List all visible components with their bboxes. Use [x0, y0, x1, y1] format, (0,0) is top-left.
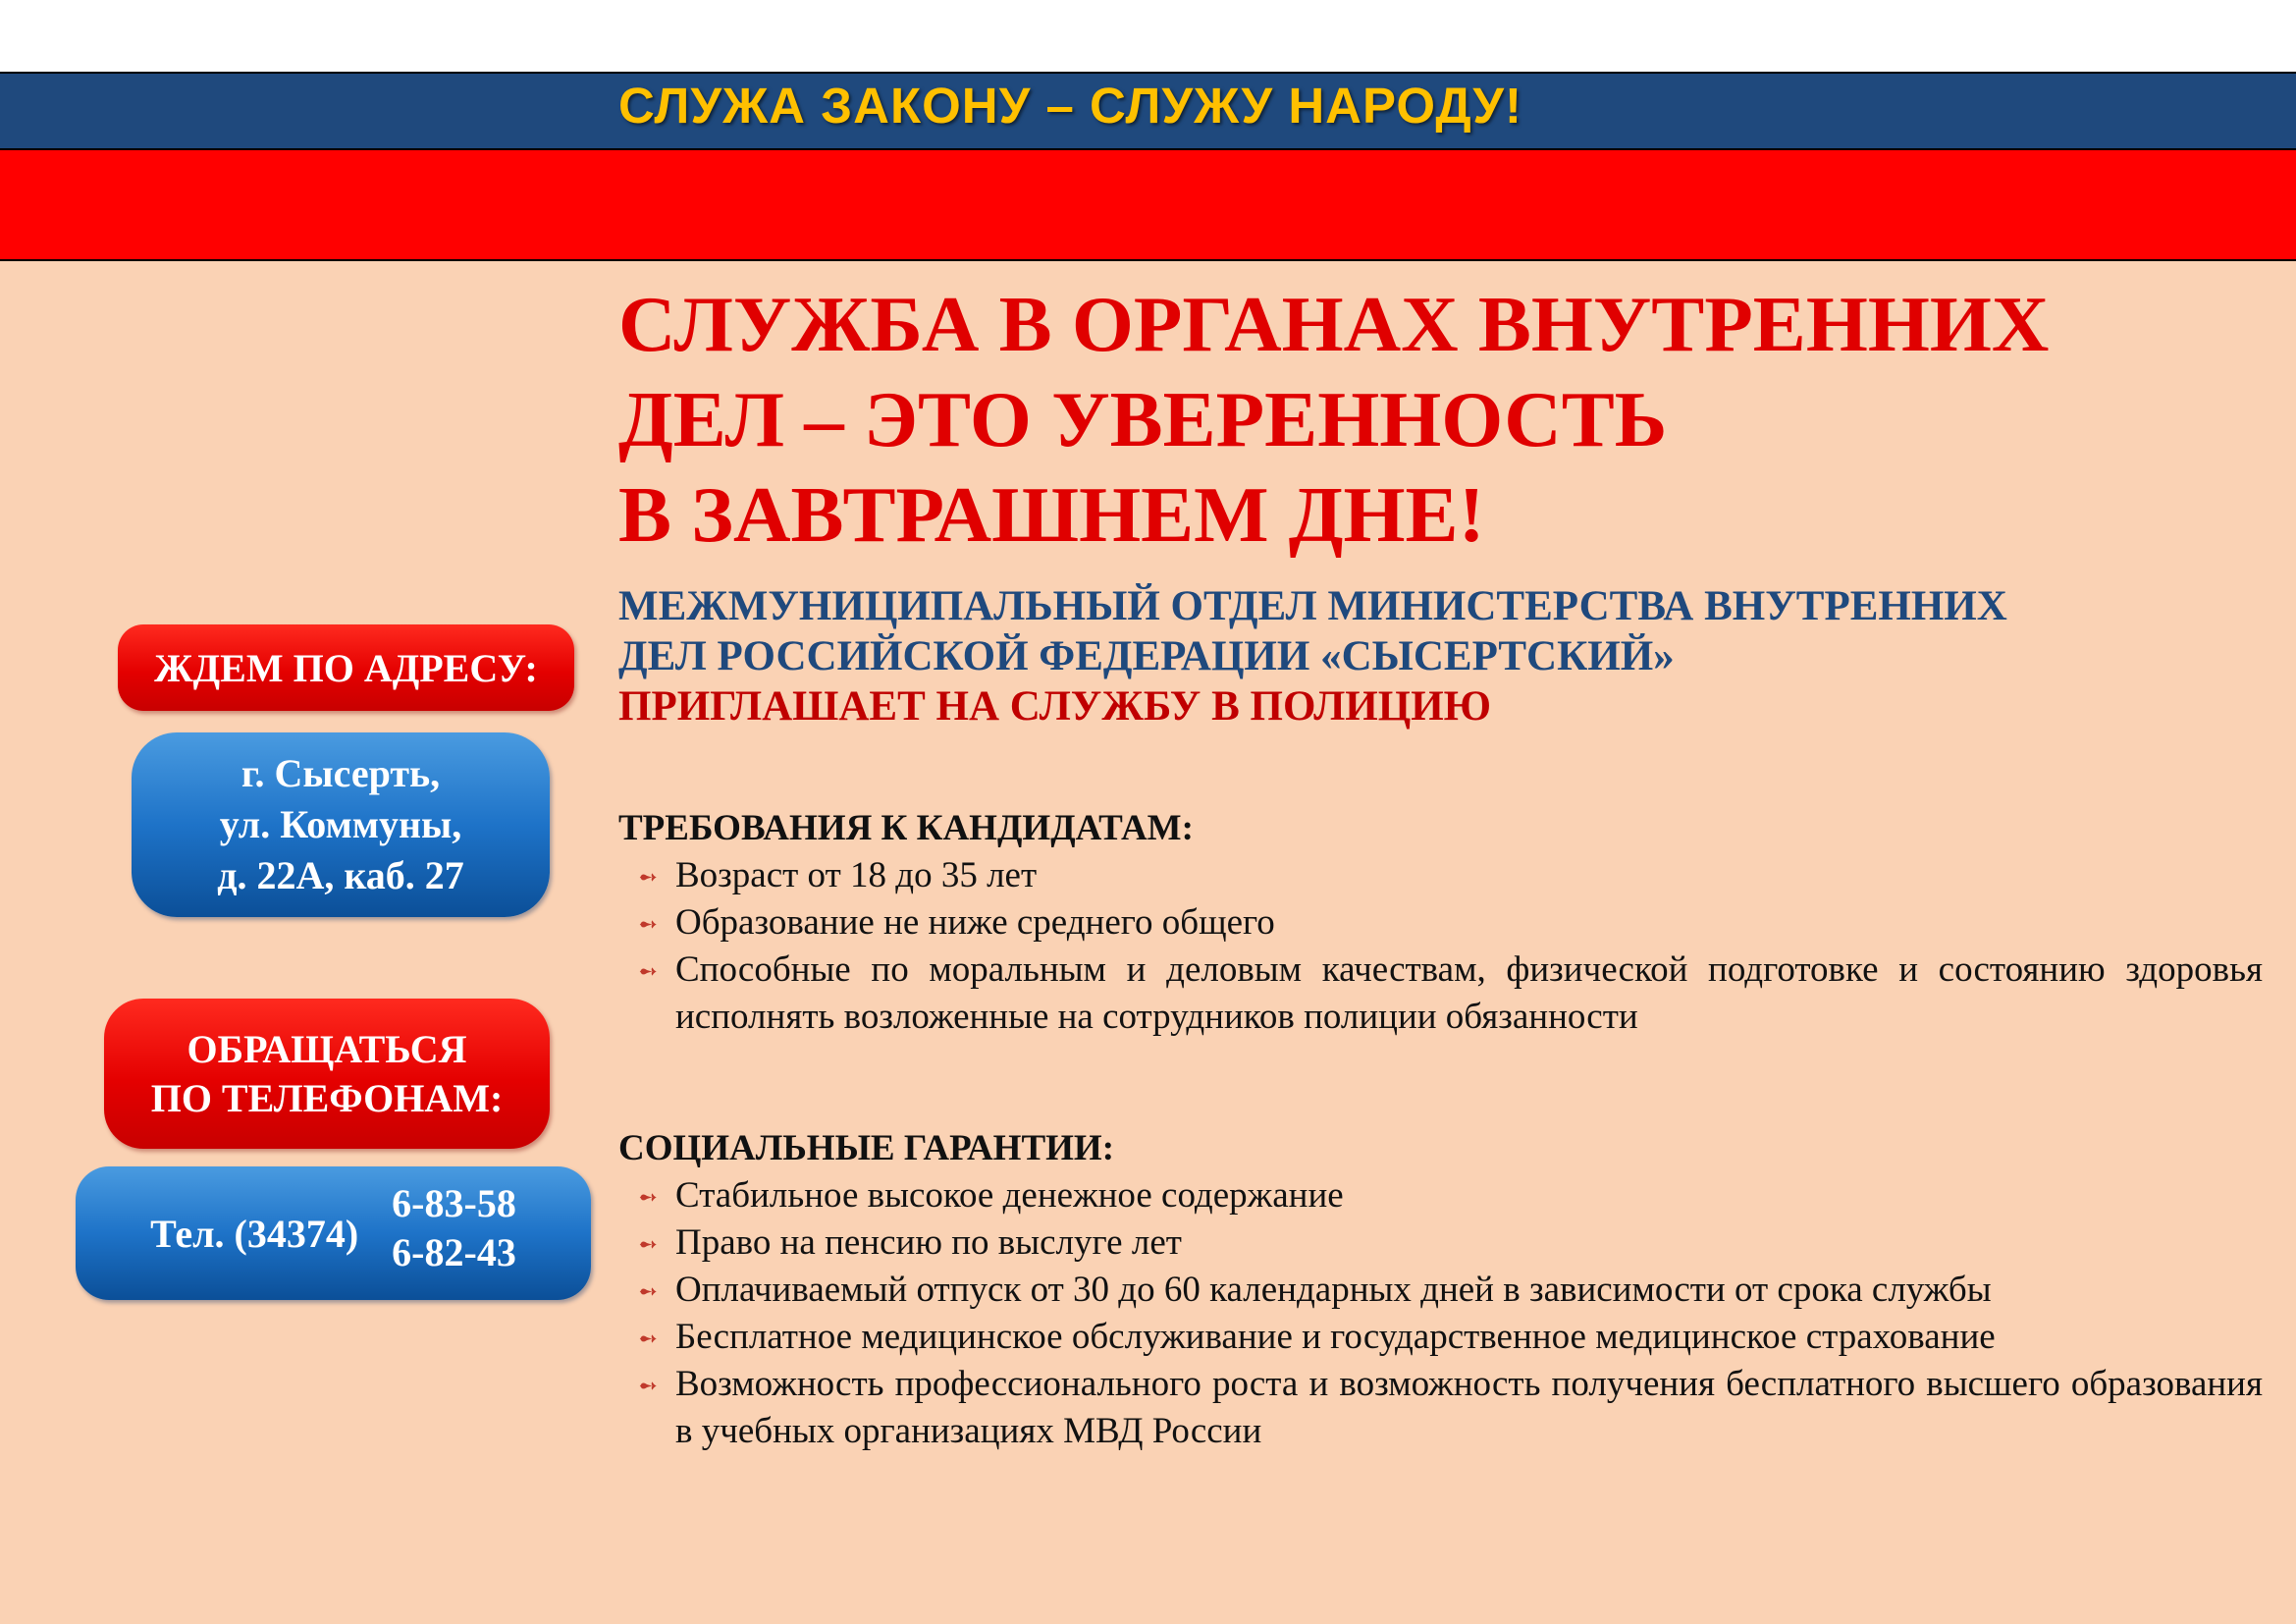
invitation-line: ПРИГЛАШАЕТ НА СЛУЖБУ В ПОЛИЦИЮ — [618, 683, 1492, 730]
arrow-bullet-icon: ➻ — [638, 959, 659, 985]
guarantees-list — [638, 1172, 2263, 1455]
headline-line: ДЕЛ – ЭТО УВЕРЕННОСТЬ — [618, 375, 1668, 463]
list-item: ➻ Возможность профессионального роста и возможность получения бесплатного высшего образования в учебных организациях МВД России — [638, 1361, 2263, 1455]
phone-number: 6-83-58 — [392, 1181, 516, 1225]
phone-number: 6-82-43 — [392, 1230, 516, 1274]
phone-prefix: Тел. (34374) — [150, 1211, 359, 1256]
phone-label-badge — [104, 999, 550, 1149]
headline — [618, 277, 2238, 563]
list-item: ➻ Способные по моральным и деловым качествам, физической подготовке и состоянию здоровья исполнять возложенные на сотрудников полиции обязанности — [638, 947, 2263, 1041]
requirements-list — [638, 852, 2263, 1041]
list-item: ➻ Оплачиваемый отпуск от 30 до 60 календарных дней в зависимости от срока службы — [638, 1267, 2263, 1314]
arrow-bullet-icon: ➻ — [638, 912, 659, 938]
arrow-bullet-icon: ➻ — [638, 1326, 659, 1352]
address-line: г. Сысерть, — [240, 751, 441, 795]
address-line: д. 22А, каб. 27 — [217, 853, 464, 897]
list-item: ➻ Возраст от 18 до 35 лет — [638, 852, 2263, 899]
requirements-title: ТРЕБОВАНИЯ К КАНДИДАТАМ: — [618, 808, 1194, 848]
list-item: ➻ Право на пенсию по выслуге лет — [638, 1219, 2263, 1267]
list-item: ➻ Образование не ниже среднего общего — [638, 899, 2263, 947]
banner-motto: СЛУЖА ЗАКОНУ – СЛУЖУ НАРОДУ! — [618, 78, 1522, 134]
address-label-badge — [118, 624, 574, 711]
flag-band-red — [0, 150, 2296, 261]
phone-badge — [76, 1166, 591, 1300]
phone-numbers — [392, 1179, 516, 1277]
organization-block — [618, 581, 2238, 731]
phone-label-line: ОБРАЩАТЬСЯ — [187, 1026, 467, 1071]
organization-name-line: МЕЖМУНИЦИПАЛЬНЫЙ ОТДЕЛ МИНИСТЕРСТВА ВНУТРЕННИХ — [618, 583, 2007, 629]
arrow-bullet-icon: ➻ — [638, 1185, 659, 1211]
headline-line: СЛУЖБА В ОРГАНАХ ВНУТРЕННИХ — [618, 280, 2050, 368]
flag-band-white — [0, 0, 2296, 74]
organization-name-line: ДЕЛ РОССИЙСКОЙ ФЕДЕРАЦИИ «СЫСЕРТСКИЙ» — [618, 633, 1675, 679]
list-item: ➻ Стабильное высокое денежное содержание — [638, 1172, 2263, 1219]
address-line: ул. Коммуны, — [219, 802, 462, 846]
phone-label-line: ПО ТЕЛЕФОНАМ: — [150, 1075, 504, 1120]
address-badge — [132, 732, 550, 917]
arrow-bullet-icon: ➻ — [638, 1374, 659, 1399]
address-label: ЖДЕМ ПО АДРЕСУ: — [154, 645, 538, 690]
guarantees-title: СОЦИАЛЬНЫЕ ГАРАНТИИ: — [618, 1128, 1115, 1168]
arrow-bullet-icon: ➻ — [638, 865, 659, 891]
arrow-bullet-icon: ➻ — [638, 1232, 659, 1258]
list-item: ➻ Бесплатное медицинское обслуживание и государственное медицинское страхование — [638, 1314, 2263, 1361]
arrow-bullet-icon: ➻ — [638, 1279, 659, 1305]
headline-line: В ЗАВТРАШНЕМ ДНЕ! — [618, 470, 1485, 559]
